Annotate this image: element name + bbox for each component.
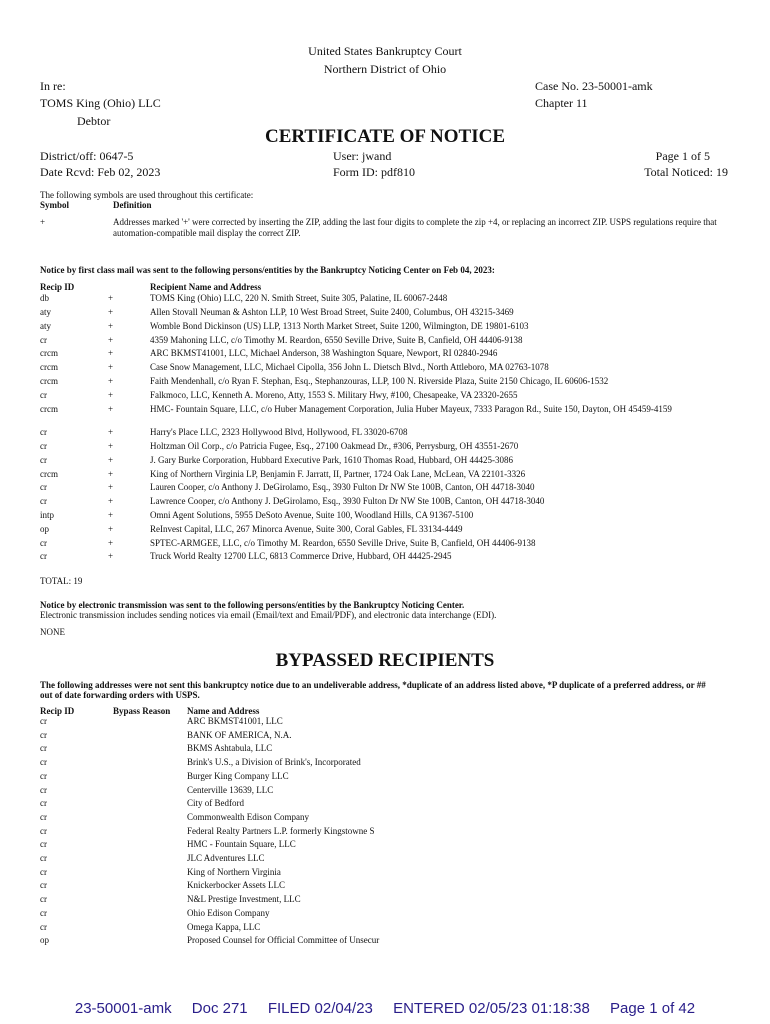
zip-corrected-mark: +: [108, 362, 114, 372]
bypassed-recipient-id: cr: [40, 716, 47, 726]
recipient-row: [40, 482, 732, 495]
recipient-name-address: 4359 Mahoning LLC, c/o Timothy M. Reardon, 6550 Seville Drive, Suite B, Canfield, OH 44406-9138: [150, 335, 523, 345]
bypassed-recipient-name: HMC - Fountain Square, LLC: [187, 839, 296, 850]
recipient-id: intp: [40, 510, 55, 520]
user: User: jwand: [333, 149, 392, 163]
chapter: Chapter 11: [535, 96, 588, 110]
zip-corrected-mark: +: [108, 390, 114, 400]
zip-corrected-mark: +: [108, 469, 114, 479]
zip-corrected-mark: +: [108, 441, 114, 451]
bypassed-recipient-name: King of Northern Virginia: [187, 866, 281, 877]
recipient-name-address: Falkmoco, LLC, Kenneth A. Moreno, Atty, 1553 S. Military Hwy, #100, Chesapeake, VA 23320-2655: [150, 390, 518, 400]
recipient-row: [40, 427, 732, 440]
recipient-id: cr: [40, 390, 47, 400]
bypassed-row: [40, 935, 540, 948]
footer-doc: Doc 271: [191, 1000, 248, 1017]
recipient-id: cr: [40, 496, 47, 506]
bypassed-recipient-name: ARC BKMST41001, LLC: [187, 716, 283, 726]
bypassed-row: [40, 908, 540, 921]
bypassed-row: [40, 922, 540, 935]
zip-corrected-mark: +: [108, 404, 114, 414]
bypassed-recipient-id: cr: [40, 757, 47, 768]
zip-corrected-mark: +: [108, 293, 114, 303]
recipient-row: [40, 469, 732, 482]
first-class-heading: Notice by first class mail was sent to the following persons/entities by the Bankruptcy Noticing Center on Feb 04, 2023:: [40, 265, 495, 275]
recipient-row: [40, 321, 732, 334]
recipient-id: aty: [40, 307, 51, 317]
bypassed-title: BYPASSED RECIPIENTS: [275, 650, 495, 671]
bypass-reason-header: Bypass Reason: [113, 706, 171, 716]
recipient-row: [40, 335, 732, 348]
bypassed-row: [40, 771, 540, 784]
bypassed-recipient-id: cr: [40, 907, 47, 918]
recipient-id: op: [40, 524, 49, 534]
bypassed-recipient-name: Ohio Edison Company: [187, 907, 270, 918]
bypassed-recipient-name: Knickerbocker Assets LLC: [187, 880, 285, 891]
recipient-name-address: Omni Agent Solutions, 5955 DeSoto Avenue, Suite 100, Woodland Hills, CA 91367-5100: [150, 510, 474, 520]
recipient-id: cr: [40, 551, 47, 561]
debtor-name: TOMS King (Ohio) LLC: [40, 96, 161, 110]
bypassed-row: [40, 757, 540, 770]
recipient-id: cr: [40, 482, 47, 492]
footer-entered: ENTERED 02/05/23 01:18:38: [393, 1000, 590, 1017]
bypassed-recipient-id: cr: [40, 784, 47, 795]
recipient-row: [40, 293, 732, 306]
bypassed-row: [40, 853, 540, 866]
recipient-name-address: Faith Mendenhall, c/o Ryan F. Stephan, Esq., Stephanzouras, LLP, 100 N. Riverside Plaza, Suite 2150 Chicago, IL 60606-1532: [150, 376, 609, 386]
recipient-row: [40, 455, 732, 468]
bypassed-recipient-name: Brink's U.S., a Division of Brink's, Incorporated: [187, 757, 361, 768]
bypassed-recip-id-header: Recip ID: [40, 706, 75, 716]
bypassed-recipient-id: op: [40, 935, 49, 946]
recipient-name-address: ReInvest Capital, LLC, 267 Minorca Avenue, Suite 300, Coral Gables, FL 33134-4449: [150, 524, 463, 534]
bypassed-recipient-id: cr: [40, 866, 47, 877]
recipient-id: cr: [40, 335, 47, 345]
electronic-heading: Notice by electronic transmission was sent to the following persons/entities by the Bankruptcy Noticing Center.: [40, 600, 465, 610]
form-id: Form ID: pdf810: [333, 165, 415, 179]
electronic-none: NONE: [40, 627, 65, 637]
recipient-row: [40, 376, 732, 389]
zip-corrected-mark: +: [108, 524, 114, 534]
recipient-id: crcm: [40, 348, 58, 358]
recipient-id: crcm: [40, 404, 58, 414]
date-received: Date Rcvd: Feb 02, 2023: [40, 165, 161, 179]
recipient-name-address: ARC BKMST41001, LLC, Michael Anderson, 38 Washington Square, Newport, RI 02840-2946: [150, 348, 498, 358]
bypassed-recipient-name: Proposed Counsel for Official Committee of Unsecur: [187, 935, 380, 946]
zip-corrected-mark: +: [108, 496, 114, 506]
bypassed-recipient-name: BKMS Ashtabula, LLC: [187, 743, 273, 754]
recipient-name-address: SPTEC-ARMGEE, LLC, c/o Timothy M. Reardon, 6550 Seville Drive, Suite B, Canfield, OH 44406-9138: [150, 538, 536, 548]
recipient-row: [40, 551, 732, 564]
recipient-row: [40, 538, 732, 551]
recipient-row: [40, 404, 732, 417]
bypassed-recipient-name: BANK OF AMERICA, N.A.: [187, 729, 292, 740]
bypassed-recipient-id: cr: [40, 894, 47, 905]
bypassed-row: [40, 798, 540, 811]
bypassed-recipient-id: cr: [40, 825, 47, 836]
recip-id-column-header: Recip ID: [40, 282, 75, 292]
bypassed-row: [40, 743, 540, 756]
bypassed-recipient-name: Omega Kappa, LLC: [187, 921, 261, 932]
footer-page: Page 1 of 42: [610, 1000, 696, 1017]
bypassed-row: [40, 716, 540, 729]
certificate-title: CERTIFICATE OF NOTICE: [264, 126, 506, 147]
recipient-id: crcm: [40, 362, 58, 372]
symbol-plus-definition: Addresses marked '+' were corrected by inserting the ZIP, adding the last four digits to complete the zip +4, or replacing an incorrect ZIP. USPS regulations require that automation-compatible mail display the correct ZIP.: [113, 217, 717, 238]
symbol-column-header: Symbol: [40, 200, 70, 210]
recipient-name-address: Harry's Place LLC, 2323 Hollywood Blvd, Hollywood, FL 33020-6708: [150, 427, 408, 437]
bypassed-name-header: Name and Address: [187, 706, 260, 716]
recipient-name-address: Lauren Cooper, c/o Anthony J. DeGirolamo, Esq., 3930 Fulton Dr NW Ste 100B, Canton, OH 44718-3040: [150, 482, 535, 492]
case-number: Case No. 23-50001-amk: [535, 79, 653, 93]
recipient-name-address: Womble Bond Dickinson (US) LLP, 1313 North Market Street, Suite 1200, Wilmington, DE 19801-6103: [150, 321, 529, 331]
bypassed-recipient-name: City of Bedford: [187, 798, 244, 809]
zip-corrected-mark: +: [108, 510, 114, 520]
bypassed-recipient-name: Centerville 13639, LLC: [187, 784, 274, 795]
page-of: Page 1 of 5: [655, 149, 710, 163]
court-name: United States Bankruptcy Court: [308, 44, 462, 58]
symbol-plus: +: [40, 217, 46, 227]
zip-corrected-mark: +: [108, 335, 114, 345]
total-noticed: Total Noticed: 19: [644, 165, 728, 179]
bypassed-recipient-id: cr: [40, 921, 47, 932]
bypassed-intro: The following addresses were not sent this bankruptcy notice due to an undeliverable address, *duplicate of an address listed above, *P duplicate of a preferred address, or ## out of date forwarding orders with USPS.: [40, 680, 706, 700]
recipient-id: crcm: [40, 376, 58, 386]
bypassed-recipient-id: cr: [40, 743, 47, 754]
bypassed-recipient-id: cr: [40, 853, 47, 863]
zip-corrected-mark: +: [108, 307, 114, 317]
recipient-row: [40, 307, 732, 320]
footer-case: 23-50001-amk: [74, 1000, 172, 1017]
zip-corrected-mark: +: [108, 551, 114, 561]
symbols-intro: The following symbols are used throughout this certificate:: [40, 190, 254, 200]
recipient-row: [40, 524, 732, 537]
recipient-id: db: [40, 293, 49, 303]
bypassed-row: [40, 894, 540, 907]
debtor-label: Debtor: [77, 114, 111, 128]
footer-filed: FILED 02/04/23: [267, 1000, 373, 1017]
bypassed-row: [40, 867, 540, 880]
recipient-id: cr: [40, 538, 47, 548]
recipient-row: [40, 348, 732, 361]
recipient-name-address: Lawrence Cooper, c/o Anthony J. DeGirolamo, Esq., 3930 Fulton Dr NW Ste 100B, Canton, OH 44718-3040: [150, 496, 545, 506]
recipient-column-header: Recipient Name and Address: [150, 282, 262, 292]
court-district: Northern District of Ohio: [323, 62, 447, 76]
bypassed-recipient-id: cr: [40, 880, 47, 891]
recipient-name-address: King of Northern Virginia LP, Benjamin F. Jarratt, II, Partner, 1724 Oak Lane, McLean, VA 22101-3326: [150, 469, 526, 479]
recipient-row: [40, 390, 732, 403]
recipient-id: crcm: [40, 469, 58, 479]
in-re-label: In re:: [40, 79, 66, 93]
recipient-id: cr: [40, 427, 47, 437]
electronic-subtext: Electronic transmission includes sending notices via email (Email/text and Email/PDF), and electronic data interchange (EDI).: [40, 610, 497, 620]
recipient-row: [40, 496, 732, 509]
zip-corrected-mark: +: [108, 482, 114, 492]
bypassed-recipient-id: cr: [40, 770, 47, 781]
zip-corrected-mark: +: [108, 321, 114, 331]
zip-corrected-mark: +: [108, 427, 114, 437]
recipient-id: aty: [40, 321, 51, 331]
recipient-name-address: J. Gary Burke Corporation, Hubbard Executive Park, 1610 Thomas Road, Hubbard, OH 44425-3086: [150, 455, 514, 465]
recipient-row: [40, 510, 732, 523]
bypassed-recipient-name: JLC Adventures LLC: [187, 853, 265, 863]
zip-corrected-mark: +: [108, 348, 114, 358]
bypassed-row: [40, 880, 540, 893]
recipient-name-address: Case Snow Management, LLC, Michael Cipolla, 356 John L. Dietsch Blvd., North Attleboro, MA 02763-1078: [150, 362, 549, 372]
bypassed-row: [40, 730, 540, 743]
bypassed-row: [40, 839, 540, 852]
recipient-id: cr: [40, 441, 47, 451]
definition-column-header: Definition: [113, 200, 152, 210]
recipient-row: [40, 441, 732, 454]
first-class-total: TOTAL: 19: [40, 576, 83, 586]
bypassed-recipient-id: cr: [40, 798, 47, 809]
bypassed-row: [40, 812, 540, 825]
zip-corrected-mark: +: [108, 538, 114, 548]
bypassed-recipient-id: cr: [40, 839, 47, 850]
recipient-name-address: Allen Stovall Neuman & Ashton LLP, 10 West Broad Street, Suite 2400, Columbus, OH 43215-3469: [150, 307, 514, 317]
recipient-name-address: Truck World Realty 12700 LLC, 6813 Commerce Drive, Hubbard, OH 44425-2945: [150, 551, 452, 561]
recipient-row: [40, 362, 732, 375]
zip-corrected-mark: +: [108, 376, 114, 386]
bypassed-recipient-name: Burger King Company LLC: [187, 770, 289, 781]
recipient-name-address: HMC- Fountain Square, LLC, c/o Huber Management Corporation, Julia Huber Mayeux, 7333 Paragon Rd., Suite 150, Dayton, OH 45459-4159: [150, 404, 672, 414]
bypassed-recipient-id: cr: [40, 811, 47, 822]
bypassed-recipient-name: Commonwealth Edison Company: [187, 811, 309, 822]
bypassed-recipient-name: Federal Realty Partners L.P. formerly Kingstowne S: [187, 825, 375, 836]
zip-corrected-mark: +: [108, 455, 114, 465]
bypassed-row: [40, 785, 540, 798]
bypassed-row: [40, 826, 540, 839]
recipient-name-address: Holtzman Oil Corp., c/o Patricia Fugee, Esq., 27100 Oakmead Dr., #306, Perrysburg, OH 43551-2670: [150, 441, 519, 451]
bypassed-recipient-name: N&L Prestige Investment, LLC: [187, 894, 301, 905]
recipient-id: cr: [40, 455, 47, 465]
district-office: District/off: 0647-5: [40, 149, 134, 163]
bypassed-recipient-id: cr: [40, 729, 47, 740]
recipient-name-address: TOMS King (Ohio) LLC, 220 N. Smith Street, Suite 305, Palatine, IL 60067-2448: [150, 293, 448, 303]
filing-stamp: [0, 1000, 770, 1017]
